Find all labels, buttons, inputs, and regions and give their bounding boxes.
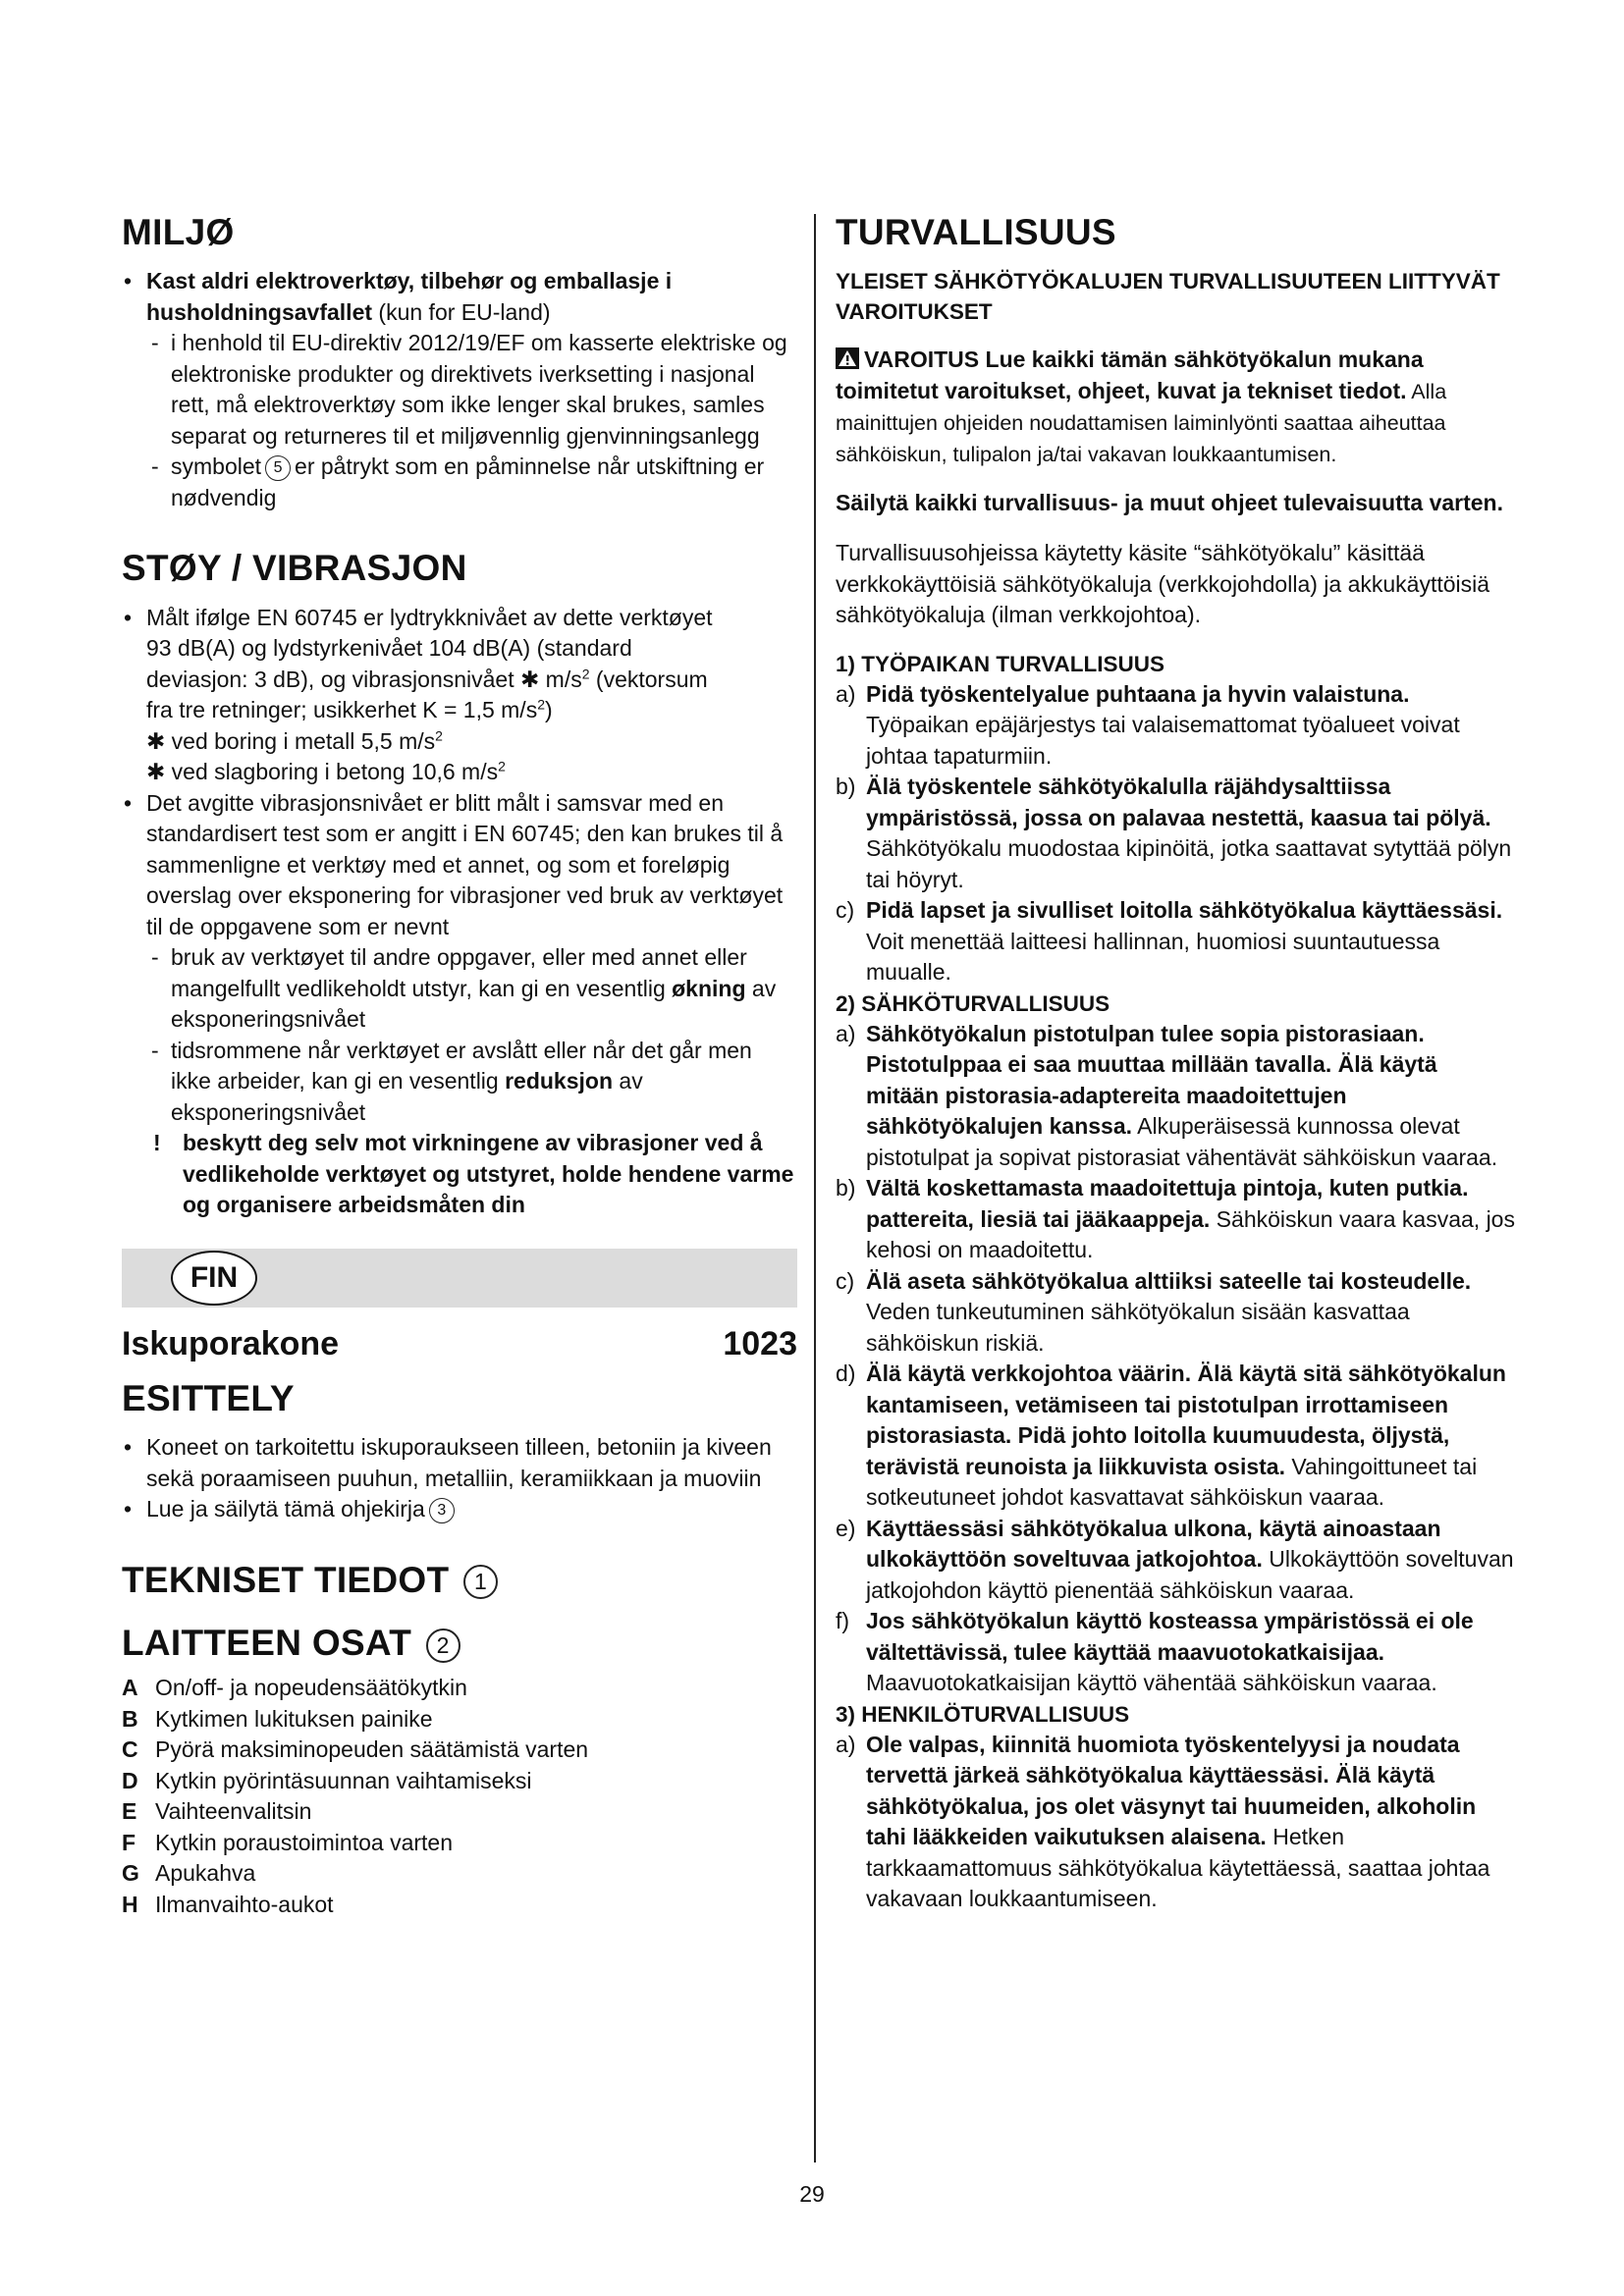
section-title-turvallisuus: TURVALLISUUS — [836, 212, 1116, 252]
item-rest: Veden tunkeutuminen sähkötyökalun sisään kasvattaa sähköiskun riskiä. — [866, 1299, 1410, 1356]
item-label: a) — [836, 1731, 856, 1757]
stoy-d1-a: bruk av verktøyet til andre oppgaver, eller med annet eller mangelfullt vedlikeholdt utstyr, kan gi en vesentlig — [171, 944, 747, 1001]
esittely-bullet-1: • Koneet on tarkoitettu iskuporaukseen tilleen, betoniin ja kiveen sekä poraamiseen puuhun, metalliin, keramiikkaan ja muoviin — [122, 1432, 797, 1494]
stoy-b1-line3c: (vektorsum — [595, 666, 708, 692]
circled-number-icon: 2 — [426, 1629, 460, 1663]
s2-item-f — [836, 1606, 1516, 1699]
part-text: Apukahva — [155, 1860, 256, 1887]
item-rest: Voit menettää laitteesi hallinnan, huomiosi suuntautuessa muualle. — [866, 928, 1440, 986]
language-badge-fin: FIN — [171, 1251, 257, 1306]
stoy-ast-1-text: ved boring i metall 5,5 m/s — [171, 727, 436, 754]
parts-list — [122, 1673, 797, 1920]
stoy-d2-c: av eksponeringsnivået — [171, 1068, 643, 1125]
item-label: c) — [836, 897, 855, 924]
stoy-b1-line3 — [146, 665, 797, 696]
item-label: a) — [836, 680, 856, 707]
part-text: Kytkimen lukituksen painike — [155, 1705, 433, 1732]
item-label: a) — [836, 1020, 856, 1046]
item-rest: Vahingoittuneet tai sotkeutuneet johdot kasvattavat sähköiskun vaaraa. — [866, 1453, 1478, 1511]
item-bold: Sähkötyökalun pistotulpan tulee sopia pistorasiaan. Pistotulppaa ei saa muuttaa millään tavalla. Älä käytä mitään pistorasia-adaptereita maadoitettujen sähkötyökalujen kanssa. — [866, 1020, 1437, 1140]
list-item — [122, 1673, 797, 1704]
item-bold: Käyttäessäsi sähkötyökalua ulkona, käytä ainoastaan ulkokäyttöön soveltuvaa jatkojohtoa. — [866, 1515, 1441, 1573]
miljo-dash-1: - i henhold til EU-direktiv 2012/19/EF om kasserte elektriske og elektroniske produkter og direktivets iverksetting i nasjonal rett, må elektroverktøy som ikke lenger skal brukes, samles separat og returneres til et miljøvennlig gjenvinningsanlegg — [122, 328, 797, 452]
product-model: 1023 — [723, 1324, 797, 1362]
superscript-2: 2 — [581, 666, 590, 682]
item-label: d) — [836, 1361, 856, 1387]
stoy-b1-line3b: m/s — [545, 666, 582, 692]
s2-item-c — [836, 1266, 1516, 1360]
item-bold: Älä käytä verkkojohtoa väärin. Älä käytä sitä sähkötyökalun kantamiseen, vetämiseen tai pistotulpan irrottamiseen pistorasiasta. Pidä johto loitolla kuumuudesta, öljystä, terävistä reunoista ja liikkuvista osista. — [866, 1361, 1506, 1479]
stoy-d1-b: økning — [672, 975, 746, 1001]
superscript-2: 2 — [498, 758, 506, 774]
product-title-row — [122, 1325, 797, 1363]
part-text: Ilmanvaihto-aukot — [155, 1891, 334, 1917]
item-label: b) — [836, 774, 856, 800]
item-bold: Pidä työskentelyalue puhtaana ja hyvin valaistuna. — [866, 680, 1410, 707]
item-bold: Vältä koskettamasta maadoitettuja pintoja, kuten putkia. pattereita, liesiä tai jääkaappeja. — [866, 1175, 1469, 1232]
list-item — [122, 1796, 797, 1828]
item-label: c) — [836, 1267, 855, 1294]
miljo-dash-2-b: er påtrykt som en påminnelse når utskiftning er nødvendig — [171, 454, 765, 510]
part-letter: H — [122, 1891, 138, 1917]
stoy-warning: ! beskytt deg selv mot virkningene av vibrasjoner ved å vedlikeholde verktøyet og utstyret, holde hendene varme og organisere arbeidsmåten din — [122, 1128, 797, 1221]
save-instructions: Säilytä kaikki turvallisuus- ja muut ohjeet tulevaisuutta varten. — [836, 489, 1503, 515]
item-bold: Älä työskentele sähkötyökalulla räjähdysalttiissa ympäristössä, jossa on palavaa nestettä, kaasua tai pölyä. — [866, 774, 1491, 830]
s1-item-a — [836, 679, 1516, 773]
s2-item-e — [836, 1514, 1516, 1607]
section-title-esittely: ESITTELY — [122, 1377, 295, 1418]
stoy-asterisk-1 — [122, 726, 797, 758]
product-name: Iskuporakone — [122, 1324, 340, 1362]
stoy-b1-line4a: fra tre retninger; usikkerhet K = 1,5 m/s — [146, 697, 538, 723]
column-divider — [814, 214, 816, 2163]
subsection-title-1: 1) TYÖPAIKAN TURVALLISUUS — [836, 651, 1165, 676]
asterisk-icon: ✱ — [146, 759, 166, 785]
list-item — [122, 1704, 797, 1735]
stoy-b1-line3a: deviasjon: 3 dB), og vibrasjonsnivået — [146, 666, 514, 692]
right-column — [836, 211, 1516, 1915]
s3-item-a — [836, 1730, 1516, 1915]
stoy-b1-line1: • Målt ifølge EN 60745 er lydtrykknivået av dette verktøyet — [146, 604, 713, 630]
item-bold: Ole valpas, kiinnitä huomiota työskentelyysi ja noudata tervettä järkeä sähkötyökalua käyttäessäsi. Älä käytä sähkötyökalua, jos olet väsynyt tai huumeiden, alkoholin tahi lääkkeiden vaikutuksen alaisena. — [866, 1731, 1477, 1850]
stoy-dash-2 — [122, 1036, 797, 1129]
item-label: b) — [836, 1175, 856, 1201]
miljo-dash-2-a: symbolet — [171, 454, 262, 480]
item-bold: Jos sähkötyökalun käyttö kosteassa ympäristössä ei ole vältettävissä, tulee käyttää maavuotokatkaisijaa. — [866, 1608, 1474, 1665]
part-letter: E — [122, 1798, 137, 1825]
s2-item-a — [836, 1019, 1516, 1174]
language-bar — [122, 1249, 797, 1308]
part-text: Pyörä maksiminopeuden säätämistä varten — [155, 1736, 589, 1763]
part-text: Kytkin pyörintäsuunnan vaihtamiseksi — [155, 1767, 532, 1793]
part-letter: F — [122, 1829, 136, 1855]
section-subtitle: YLEISET SÄHKÖTYÖKALUJEN TURVALLISUUTEEN LIITTYVÄT VAROITUKSET — [836, 269, 1500, 325]
circled-number-icon: 3 — [429, 1498, 455, 1523]
part-letter: B — [122, 1705, 138, 1732]
item-rest: Työpaikan epäjärjestys tai valaisemattomat työalueet voivat johtaa tapaturmiin. — [866, 712, 1460, 769]
left-column — [122, 211, 797, 1920]
subsection-title-3: 3) HENKILÖTURVALLISUUS — [836, 1701, 1130, 1727]
stoy-d1-c: av eksponeringsnivået — [171, 975, 777, 1033]
section-title-tekniset — [122, 1559, 797, 1602]
stoy-b1-line4b: ) — [545, 697, 553, 723]
item-label: f) — [836, 1608, 850, 1634]
section-title-stoy: STØY / VIBRASJON — [122, 548, 467, 589]
part-letter: D — [122, 1767, 138, 1793]
list-item — [122, 1766, 797, 1797]
asterisk-icon: ✱ — [520, 666, 540, 692]
section-title-osat — [122, 1622, 797, 1665]
list-item — [122, 1735, 797, 1766]
item-rest: Alkuperäisessä kunnossa olevat pistotulpat ja sopivat pistorasiat vähentävät sähköiskun vaaraa. — [866, 1113, 1498, 1170]
circled-number-icon: 5 — [265, 455, 291, 481]
warning-paragraph — [836, 345, 1516, 470]
esittely-bullet-2 — [122, 1494, 797, 1525]
item-label: e) — [836, 1515, 856, 1541]
list-item — [122, 1890, 797, 1921]
miljo-bullet-1 — [122, 266, 797, 328]
part-letter: A — [122, 1675, 138, 1701]
stoy-dash-1 — [122, 942, 797, 1036]
stoy-d2-b: reduksjon — [505, 1068, 614, 1095]
superscript-2: 2 — [537, 696, 545, 713]
stoy-asterisk-2 — [122, 757, 797, 788]
section-title-miljo: MILJØ — [122, 212, 235, 252]
part-text: On/off- ja nopeudensäätökytkin — [155, 1675, 467, 1701]
stoy-ast-2-text: ved slagboring i betong 10,6 m/s — [171, 759, 499, 785]
miljo-dash-2 — [122, 452, 797, 513]
tekniset-title-text: TEKNISET TIEDOT — [122, 1559, 450, 1600]
superscript-2: 2 — [435, 727, 443, 744]
stoy-bullet-2: • Det avgitte vibrasjonsnivået er blitt målt i samsvar med en standardisert test som er angitt i EN 60745; den kan brukes til å sammenligne et verktøy med et annet, og som et foreløpig overslag over eksponering for vibrasjoner ved bruk av verktøyet til de oppgavene som er nevnt — [122, 788, 797, 943]
stoy-bullet-1 — [122, 603, 797, 726]
warning-rest: Alla mainittujen ohjeiden noudattamisen laiminlyönti saattaa aiheuttaa sähköiskun, tulipalon ja/tai vakavan loukkaantumisen. — [836, 379, 1447, 466]
asterisk-icon: ✱ — [146, 727, 166, 754]
item-rest: Hetken tarkkaamattomuus sähkötyökalua käytettäessä, saattaa johtaa vakavaan loukkaantumiseen. — [866, 1824, 1490, 1912]
part-letter: C — [122, 1736, 138, 1763]
miljo-bullet-1-bold: Kast aldri elektroverktøy, tilbehør og emballasje i husholdningsavfallet — [146, 268, 673, 325]
subsection-title-2: 2) SÄHKÖTURVALLISUUS — [836, 990, 1110, 1016]
item-rest: Sähkötyökalu muodostaa kipinöitä, jotka saattavat sytyttää pölyn tai höyryt. — [866, 835, 1512, 892]
warning-bold: VAROITUS Lue kaikki tämän sähkötyökalun mukana toimitetut varoitukset, ohjeet, kuvat ja tekniset tiedot. — [836, 347, 1424, 403]
part-text: Kytkin poraustoimintoa varten — [155, 1829, 453, 1855]
list-item — [122, 1828, 797, 1859]
s2-item-b — [836, 1173, 1516, 1266]
list-item — [122, 1858, 797, 1890]
stoy-d2-a: tidsrommene når verktøyet er avslått eller når det går men ikke arbeider, kan gi en vesentlig — [171, 1037, 752, 1095]
miljo-bullet-1-rest: (kun for EU-land) — [372, 298, 551, 325]
part-text: Vaihteenvalitsin — [155, 1798, 312, 1825]
item-bold: Älä aseta sähkötyökalua alttiiksi sateelle tai kosteudelle. — [866, 1267, 1472, 1294]
part-letter: G — [122, 1860, 139, 1887]
stoy-b1-line2: 93 dB(A) og lydstyrkenivået 104 dB(A) (standard — [146, 635, 632, 662]
definition-paragraph: Turvallisuusohjeissa käytetty käsite “sähkötyökalu” käsittää verkkokäyttöisiä sähkötyökaluja (verkkojohdolla) ja akkukäyttöisiä sähkötyökaluja (ilman verkkojohtoa). — [836, 540, 1490, 628]
s2-item-d — [836, 1359, 1516, 1514]
osat-title-text: LAITTEEN OSAT — [122, 1623, 412, 1664]
item-rest: Sähköiskun vaara kasvaa, jos kehosi on maadoitettu. — [866, 1205, 1515, 1263]
item-rest: Ulkokäyttöön soveltuvan jatkojohdon käyttö pienentää sähköiskun vaaraa. — [866, 1546, 1514, 1603]
item-rest: Maavuotokatkaisijan käyttö vähentää sähköiskun vaaraa. — [866, 1670, 1437, 1696]
esittely-bullet-2-text: Lue ja säilytä tämä ohjekirja — [146, 1496, 425, 1522]
item-bold: Pidä lapset ja sivulliset loitolla sähkötyökalua käyttäessäsi. — [866, 897, 1503, 924]
circled-number-icon: 1 — [463, 1565, 498, 1599]
page-number: 29 — [799, 2181, 825, 2207]
stoy-b1-line4 — [146, 695, 797, 726]
warning-triangle-icon — [836, 347, 859, 369]
s1-item-c — [836, 895, 1516, 988]
s1-item-b — [836, 772, 1516, 895]
